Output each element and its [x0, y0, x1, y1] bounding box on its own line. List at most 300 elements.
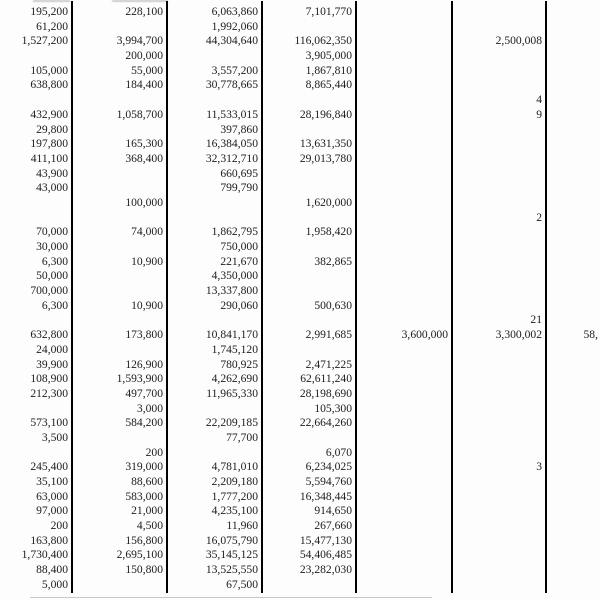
table-cell — [352, 475, 448, 490]
table-cell — [258, 211, 352, 226]
table-cell — [352, 20, 448, 35]
table-cell — [542, 20, 600, 35]
table-cell — [542, 387, 600, 402]
table-cell — [352, 225, 448, 240]
table-cell: 108,900 — [30, 372, 68, 386]
table-cell — [258, 578, 352, 593]
table-cell: 2,471,225 — [305, 357, 352, 371]
column-divider-5 — [451, 1, 453, 593]
table-cell: 21,000 — [131, 504, 163, 518]
table-cell: 184,400 — [125, 78, 163, 92]
table-cell: 30,000 — [36, 240, 68, 253]
table-cell — [448, 137, 542, 152]
table-cell — [352, 196, 448, 211]
table-row — [0, 211, 600, 226]
table-cell: 10,900 — [131, 254, 163, 268]
table-cell: 39,900 — [36, 357, 68, 371]
table-cell: 780,925 — [220, 357, 258, 371]
table-cell — [448, 152, 542, 167]
table-cell — [542, 534, 600, 549]
table-cell — [352, 181, 448, 196]
table-row — [0, 490, 600, 505]
table-cell: 16,348,445 — [299, 489, 352, 503]
table-cell: 32,312,710 — [205, 151, 258, 165]
table-cell: 3,600,000 — [401, 328, 448, 342]
table-cell — [68, 431, 163, 446]
table-cell — [68, 578, 163, 593]
table-cell — [352, 534, 448, 549]
scan-artifact-top-left — [33, 0, 70, 2]
table-cell: 63,000 — [36, 489, 68, 503]
table-row — [0, 255, 600, 270]
table-cell: 500,630 — [314, 298, 352, 312]
table-cell — [68, 343, 163, 358]
table-cell — [448, 78, 542, 93]
table-cell — [542, 490, 600, 505]
table-cell: 163,800 — [30, 533, 68, 547]
table-cell: 74,000 — [131, 225, 163, 239]
table-row — [0, 460, 600, 475]
column-divider-3 — [261, 1, 263, 593]
table-cell: 3,000 — [136, 401, 163, 415]
table-cell — [542, 519, 600, 534]
table-cell — [258, 240, 352, 255]
table-cell — [68, 123, 163, 138]
table-row — [0, 225, 600, 240]
table-cell: 100,000 — [125, 195, 163, 209]
table-cell — [352, 402, 448, 417]
table-cell: 914,650 — [314, 504, 352, 518]
table-cell: 54,406,485 — [299, 548, 352, 562]
table-cell — [352, 240, 448, 255]
table-cell — [448, 402, 542, 417]
table-cell — [448, 123, 542, 138]
table-row — [0, 167, 600, 182]
table-cell: 165,300 — [125, 137, 163, 151]
table-cell — [352, 387, 448, 402]
table-cell — [352, 123, 448, 138]
table-cell — [258, 343, 352, 358]
table-cell — [448, 284, 542, 299]
table-cell: 97,000 — [36, 504, 68, 518]
table-cell: 29,800 — [36, 122, 68, 136]
table-cell: 212,300 — [30, 386, 68, 400]
table-cell: 11,960 — [226, 519, 258, 533]
table-cell: 61,200 — [36, 19, 68, 33]
table-cell — [0, 402, 68, 417]
table-cell — [542, 181, 600, 196]
table-row — [0, 416, 600, 431]
table-cell: 16,384,050 — [205, 137, 258, 151]
table-cell — [352, 152, 448, 167]
table-cell: 700,000 — [30, 284, 68, 298]
table-cell: 9 — [536, 107, 542, 121]
table-cell: 1,593,900 — [116, 372, 163, 386]
table-cell — [448, 299, 542, 314]
table-cell — [448, 548, 542, 563]
table-cell: 7,101,770 — [305, 5, 352, 18]
table-cell — [352, 563, 448, 578]
table-cell: 13,337,800 — [205, 284, 258, 298]
table-cell — [352, 299, 448, 314]
scan-artifact-top-center — [112, 0, 168, 2]
table-cell — [542, 460, 600, 475]
table-cell — [163, 313, 258, 328]
table-cell — [258, 93, 352, 108]
table-cell — [352, 446, 448, 461]
table-cell — [352, 49, 448, 64]
table-cell: 432,900 — [30, 107, 68, 121]
table-cell: 660,695 — [220, 166, 258, 180]
table-cell — [352, 358, 448, 373]
table-cell — [448, 446, 542, 461]
table-cell — [258, 181, 352, 196]
table-cell: 70,000 — [36, 225, 68, 239]
table-cell — [0, 93, 68, 108]
table-row — [0, 299, 600, 314]
table-cell: 1,745,120 — [211, 342, 258, 356]
table-cell: 1,730,400 — [21, 548, 68, 562]
table-cell: 799,790 — [220, 181, 258, 195]
table-cell — [542, 548, 600, 563]
table-cell: 88,600 — [131, 475, 163, 488]
table-cell: 319,000 — [125, 460, 163, 474]
table-cell — [448, 225, 542, 240]
table-cell — [68, 313, 163, 328]
table-cell — [542, 343, 600, 358]
table-cell: 43,000 — [36, 181, 68, 195]
table-cell — [0, 211, 68, 226]
table-cell — [163, 402, 258, 417]
table-cell — [68, 284, 163, 299]
table-row — [0, 578, 600, 593]
table-cell: 411,100 — [30, 151, 68, 165]
table-cell: 6,300 — [41, 298, 68, 312]
table-cell — [448, 519, 542, 534]
table-cell: 50,000 — [36, 269, 68, 283]
scan-table — [0, 5, 600, 593]
table-cell — [542, 152, 600, 167]
table-cell: 28,198,690 — [299, 386, 352, 400]
table-cell — [542, 211, 600, 226]
table-cell — [0, 49, 68, 64]
table-cell — [448, 563, 542, 578]
table-cell: 368,400 — [125, 151, 163, 165]
table-cell — [68, 20, 163, 35]
table-cell — [542, 578, 600, 593]
table-cell: 44,304,640 — [205, 34, 258, 48]
table-row — [0, 269, 600, 284]
table-cell: 267,660 — [314, 519, 352, 533]
table-cell — [352, 490, 448, 505]
table-cell — [448, 167, 542, 182]
table-cell: 22,664,260 — [299, 416, 352, 430]
table-cell — [352, 108, 448, 123]
table-cell: 4,781,010 — [211, 460, 258, 474]
table-cell — [542, 255, 600, 270]
table-cell — [542, 137, 600, 152]
table-cell: 195,200 — [30, 5, 68, 18]
table-cell — [68, 211, 163, 226]
table-cell — [0, 196, 68, 211]
table-cell: 21 — [530, 313, 542, 327]
table-cell: 150,800 — [125, 563, 163, 577]
table-cell — [542, 284, 600, 299]
table-row — [0, 78, 600, 93]
table-row — [0, 387, 600, 402]
table-row — [0, 93, 600, 108]
table-cell — [542, 504, 600, 519]
table-row — [0, 34, 600, 49]
table-cell — [448, 534, 542, 549]
table-cell: 3,994,700 — [116, 34, 163, 48]
table-cell — [163, 446, 258, 461]
table-cell: 22,209,185 — [205, 416, 258, 430]
table-row — [0, 402, 600, 417]
table-row — [0, 240, 600, 255]
table-cell: 200 — [145, 445, 163, 459]
table-cell: 35,145,125 — [205, 548, 258, 562]
table-cell: 173,800 — [125, 328, 163, 342]
table-cell: 5,594,760 — [305, 475, 352, 488]
table-cell — [542, 372, 600, 387]
table-cell — [68, 269, 163, 284]
table-cell — [258, 123, 352, 138]
table-row — [0, 152, 600, 167]
table-cell — [352, 211, 448, 226]
table-cell: 4,235,100 — [211, 504, 258, 518]
table-row — [0, 313, 600, 328]
table-cell: 29,013,780 — [299, 151, 352, 165]
table-cell — [448, 196, 542, 211]
table-cell: 3,500 — [41, 430, 68, 444]
table-cell: 1,527,200 — [21, 34, 68, 48]
table-cell: 62,611,240 — [300, 372, 352, 386]
table-cell: 30,778,665 — [205, 78, 258, 92]
table-cell — [542, 5, 600, 20]
table-cell: 23,282,030 — [299, 563, 352, 577]
table-cell — [448, 416, 542, 431]
table-row — [0, 49, 600, 64]
table-cell: 43,900 — [36, 166, 68, 180]
table-cell — [542, 93, 600, 108]
table-cell: 77,700 — [226, 430, 258, 444]
table-cell — [0, 313, 68, 328]
bottom-rule-artifact — [30, 597, 432, 598]
table-cell: 105,300 — [314, 401, 352, 415]
table-cell — [163, 49, 258, 64]
table-cell: 126,900 — [125, 357, 163, 371]
table-cell: 58, — [583, 328, 598, 342]
table-cell: 4,350,000 — [211, 269, 258, 283]
table-cell: 584,200 — [125, 416, 163, 430]
table-cell — [542, 49, 600, 64]
table-cell: 2,695,100 — [116, 548, 163, 562]
table-cell: 3,905,000 — [305, 49, 352, 63]
table-cell: 4,500 — [136, 519, 163, 533]
table-cell: 6,063,860 — [211, 5, 258, 18]
table-cell: 156,800 — [125, 533, 163, 547]
table-cell: 1,862,795 — [211, 225, 258, 239]
table-cell — [352, 578, 448, 593]
table-cell — [352, 137, 448, 152]
table-cell — [448, 578, 542, 593]
table-row — [0, 108, 600, 123]
table-cell: 3,300,002 — [495, 328, 542, 342]
table-cell — [542, 123, 600, 138]
table-cell — [352, 34, 448, 49]
column-divider-4 — [355, 1, 357, 593]
column-divider-2 — [166, 1, 168, 593]
table-cell — [448, 269, 542, 284]
table-cell — [68, 167, 163, 182]
table-cell: 1,958,420 — [305, 225, 352, 239]
table-cell — [352, 64, 448, 79]
table-cell: 750,000 — [220, 240, 258, 253]
table-row — [0, 548, 600, 563]
table-cell — [542, 225, 600, 240]
table-cell: 497,700 — [125, 386, 163, 400]
table-row — [0, 123, 600, 138]
table-cell: 200,000 — [125, 49, 163, 63]
table-cell — [352, 269, 448, 284]
table-row — [0, 20, 600, 35]
table-cell — [352, 548, 448, 563]
table-cell — [542, 299, 600, 314]
table-cell — [542, 240, 600, 255]
table-cell: 290,060 — [220, 298, 258, 312]
table-cell: 2 — [536, 210, 542, 224]
table-cell: 1,777,200 — [211, 489, 258, 503]
table-cell: 24,000 — [36, 342, 68, 356]
table-cell — [448, 475, 542, 490]
table-cell — [352, 431, 448, 446]
table-cell — [163, 93, 258, 108]
table-cell — [448, 490, 542, 505]
table-row — [0, 519, 600, 534]
table-cell — [542, 446, 600, 461]
table-cell: 197,800 — [30, 137, 68, 151]
table-cell — [68, 93, 163, 108]
table-cell — [258, 431, 352, 446]
table-cell — [352, 313, 448, 328]
table-cell — [163, 196, 258, 211]
table-cell: 638,800 — [30, 78, 68, 92]
table-cell: 10,900 — [131, 298, 163, 312]
table-cell: 1,058,700 — [116, 107, 163, 121]
table-row — [0, 137, 600, 152]
table-cell — [352, 372, 448, 387]
table-cell — [448, 504, 542, 519]
table-cell: 583,000 — [125, 489, 163, 503]
table-cell: 28,196,840 — [299, 107, 352, 121]
table-cell — [542, 108, 600, 123]
table-cell: 6,070 — [325, 445, 352, 459]
table-row — [0, 284, 600, 299]
table-cell: 11,533,015 — [206, 107, 258, 121]
table-cell — [352, 460, 448, 475]
table-cell: 88,400 — [36, 563, 68, 577]
table-row — [0, 372, 600, 387]
table-cell: 105,000 — [30, 63, 68, 77]
table-row — [0, 534, 600, 549]
table-cell: 13,525,550 — [205, 563, 258, 577]
table-cell: 13,631,350 — [299, 137, 352, 151]
table-cell: 4 — [536, 93, 542, 107]
table-cell — [163, 211, 258, 226]
table-cell — [258, 20, 352, 35]
table-cell — [352, 78, 448, 93]
table-cell: 1,992,060 — [211, 19, 258, 33]
column-divider-6 — [545, 1, 547, 593]
table-cell: 11,965,330 — [206, 386, 258, 400]
table-cell — [542, 269, 600, 284]
table-cell — [448, 5, 542, 20]
table-cell — [542, 34, 600, 49]
table-cell — [352, 93, 448, 108]
table-cell — [68, 240, 163, 255]
table-cell: 1,867,810 — [305, 63, 352, 77]
table-cell: 16,075,790 — [205, 533, 258, 547]
table-cell — [542, 416, 600, 431]
table-cell: 4,262,690 — [211, 372, 258, 386]
table-row — [0, 181, 600, 196]
table-row — [0, 504, 600, 519]
table-cell: 116,062,350 — [294, 34, 352, 48]
table-cell: 3,557,200 — [211, 63, 258, 77]
table-cell: 15,477,130 — [299, 533, 352, 547]
table-cell — [258, 269, 352, 284]
table-cell — [0, 446, 68, 461]
table-cell: 228,100 — [125, 5, 163, 18]
column-divider-1 — [71, 1, 73, 593]
table-cell: 55,000 — [131, 63, 163, 77]
table-cell — [352, 255, 448, 270]
table-cell — [448, 387, 542, 402]
table-cell — [448, 181, 542, 196]
table-cell — [352, 284, 448, 299]
table-row — [0, 563, 600, 578]
table-cell: 2,500,008 — [495, 34, 542, 48]
table-cell — [542, 358, 600, 373]
table-cell — [352, 167, 448, 182]
table-cell — [352, 5, 448, 20]
table-cell — [542, 78, 600, 93]
table-cell — [258, 313, 352, 328]
table-cell — [258, 167, 352, 182]
table-cell — [542, 431, 600, 446]
table-row — [0, 328, 600, 343]
table-row — [0, 196, 600, 211]
table-cell: 8,865,440 — [305, 78, 352, 92]
table-cell — [542, 313, 600, 328]
table-cell — [352, 519, 448, 534]
table-cell: 200 — [50, 519, 68, 533]
table-row — [0, 5, 600, 20]
table-cell — [448, 255, 542, 270]
table-cell — [352, 343, 448, 358]
table-cell — [448, 64, 542, 79]
table-row — [0, 446, 600, 461]
table-cell — [542, 167, 600, 182]
table-cell — [352, 504, 448, 519]
table-cell: 397,860 — [220, 122, 258, 136]
table-cell — [448, 343, 542, 358]
table-row — [0, 64, 600, 79]
table-cell: 5,000 — [41, 577, 68, 591]
table-cell: 2,991,685 — [305, 328, 352, 342]
table-cell: 35,100 — [36, 475, 68, 488]
